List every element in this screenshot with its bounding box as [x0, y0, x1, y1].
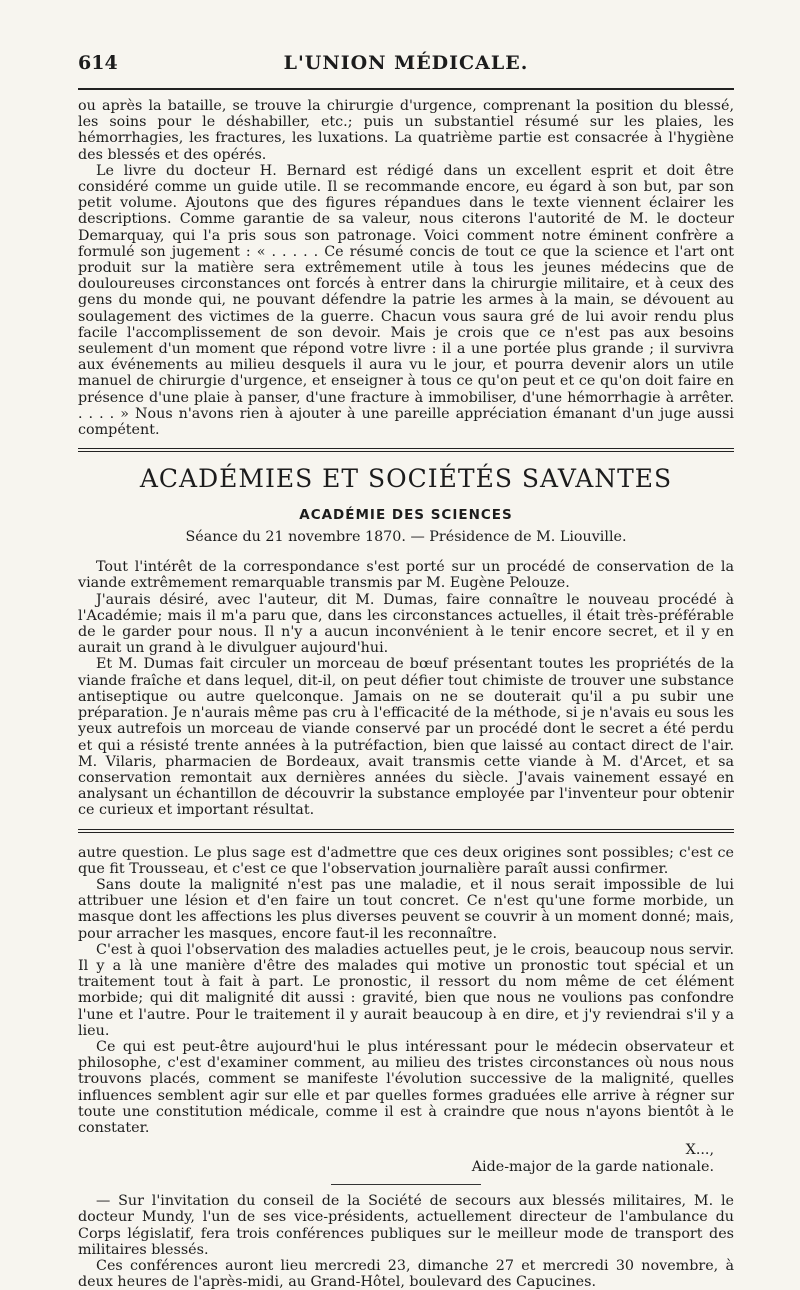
notice-paragraph-2: Ces conférences auront lieu mercredi 23, dimanche 27 et mercredi 30 novembre, à deux heures de l'après-midi, au Grand-Hôtel, boulevard des Capucines. — [78, 1257, 734, 1290]
section-divider-top — [78, 448, 734, 452]
continuation-paragraph-2: Sans doute la malignité n'est pas une maladie, et il nous serait impossible de lui attribuer une lésion et d'en faire un tout concret. Ce n'est qu'une forme morbide, un masque dont les affections les plus diverses peuvent se couvrir à un moment donné; mais, pour arracher les masques, encore faut-il les reconnaître. — [78, 876, 734, 942]
signature-name: X..., — [685, 1142, 714, 1159]
notice-paragraph-1: — Sur l'invitation du conseil de la Société de secours aux blessés militaires, M. le docteur Mundy, l'un de ses vice-présidents, actuellement directeur de l'ambulance du Corps législatif, fera trois conférences publiques sur le meilleur mode de transport des militaires blessés. — [78, 1193, 734, 1258]
academy-paragraph-1: Tout l'intérêt de la correspondance s'est porté sur un procédé de conservation de la viande extrêmement remarquable transmis par M. Eugène Pelouze. — [78, 559, 734, 592]
section-divider-bottom — [78, 829, 734, 833]
book-review-section — [78, 98, 734, 438]
running-head — [78, 48, 734, 84]
notice-divider — [331, 1184, 481, 1185]
section-title: ACADÉMIES ET SOCIÉTÉS SAVANTES — [139, 464, 673, 494]
page-number: 614 — [78, 52, 118, 74]
review-paragraph-2: Le livre du docteur H. Bernard est rédigé dans un excellent esprit et doit être considéré comme un guide utile. Il se recommande encore, eu égard à son but, par son petit volume. Ajoutons que des figures répandues dans le texte viennent éclairer les descriptions. Comme garantie de sa valeur, nous citerons l'autorité de M. le docteur Demarquay, qui l'a pris sous son patronage. Voici comment notre éminent confrère a formulé son jugement : « . . . . . Ce résumé concis de tout ce que la science et l'art ont produit sur la matière sera extrêmement utile à tous les jeunes médecins que de douloureuses circonstances ont forcés à entrer dans la chirurgie militaire, et à ceux des gens du monde qui, ne pouvant défendre la patrie les armes à la main, se dévouent au soulagement des victimes de la guerre. Chacun vous saura gré de lui avoir rendu plus facile l'accomplissement de son devoir. Mais je crois que ce n'est pas aux besoins seulement d'un moment que répond votre livre : il a une portée plus grande ; il survivra aux événements au milieu desquels il aura vu le jour, et pourra devenir alors un utile manuel de chirurgie d'urgence, et enseigner à tous ce qu'on peut et ce qu'on doit faire en présence d'une plaie à panser, d'une fracture à immobiliser, d'une hémorrhagie à arrêter. . . . . » Nous n'avons rien à ajouter à une pareille appréciation émanant d'un juge aussi compétent. — [78, 162, 734, 439]
signature-block — [78, 1142, 734, 1176]
academies-section — [78, 464, 734, 818]
continuation-section — [78, 845, 734, 1177]
academy-name: ACADÉMIE DES SCIENCES — [299, 507, 513, 524]
journal-title: L'UNION MÉDICALE. — [283, 52, 529, 74]
notice-section — [78, 1193, 734, 1290]
academy-paragraph-3: Et M. Dumas fait circuler un morceau de bœuf présentant toutes les propriétés de la viande fraîche et dans lequel, dit-il, on peut défier tout chimiste de trouver une substance antiseptique ou autre quelconque. Jamais on ne se douterait qu'il a pu subir une préparation. Je n'aurais même pas cru à l'efficacité de la méthode, si je n'avais eu sous les yeux autrefois un morceau de viande conservé par un procédé dont le secret a été perdu et qui a résisté trente années à la putréfaction, bien que laissé au contact direct de l'air. M. Vilaris, pharmacien de Bordeaux, avait transmis cette viande à M. d'Arcet, et sa conservation remontait aux dernières années du siècle. J'avais vainement essayé en analysant un échantillon de découvrir la substance employée par l'inventeur pour obtenir ce curieux et important résultat. — [78, 656, 734, 819]
review-paragraph-1: ou après la bataille, se trouve la chirurgie d'urgence, comprenant la position du blessé, les soins pour le déshabiller, etc.; puis un substantiel résumé sur les plaies, les hémorrhagies, les fractures, les luxations. La quatrième partie est consacrée à l'hygiène des blessés et des opérés. — [78, 98, 734, 163]
continuation-paragraph-3: C'est à quoi l'observation des maladies actuelles peut, je le crois, beaucoup nous servir. Il y a là une manière d'être des malades qui motive un pronostic tout spécial et un traitement tout à fait à part. Le pronostic, il ressort du nom même de cet élément morbide; qui dit malignité dit aussi : gravité, bien que nous ne voulions pas confondre l'une et l'autre. Pour le traitement il y aurait beaucoup à en dire, et j'y reviendrai s'il y a lieu. — [78, 941, 734, 1039]
continuation-paragraph-4: Ce qui est peut-être aujourd'hui le plus intéressant pour le médecin observateur et philosophe, c'est d'examiner comment, au milieu des tristes circonstances où nous nous trouvons placés, comment se manifeste l'évolution successive de la malignité, quelles influences semblent agir sur elle et par quelles formes graduées elle arrive à régner sur toute une constitution médicale, comme il est à craindre que nous n'ayons bientôt à le constater. — [78, 1038, 734, 1136]
academy-paragraph-2: J'aurais désiré, avec l'auteur, dit M. Dumas, faire connaître le nouveau procédé à l'Académie; mais il m'a paru que, dans les circonstances actuelles, il était très-préférable de le garder pour nous. Il n'y a aucun inconvénient à le tenir encore secret, et il y en aurait un grand à le divulguer aujourd'hui. — [78, 591, 734, 657]
session-line: Séance du 21 novembre 1870. — Présidence de M. Liouville. — [185, 529, 627, 546]
continuation-paragraph-1: autre question. Le plus sage est d'admettre que ces deux origines sont possibles; c'est ce que fit Trousseau, et c'est ce que l'observation journalière paraît aussi confirmer. — [78, 844, 734, 877]
header-rule — [78, 88, 734, 90]
signature-role: Aide-major de la garde nationale. — [471, 1159, 714, 1176]
